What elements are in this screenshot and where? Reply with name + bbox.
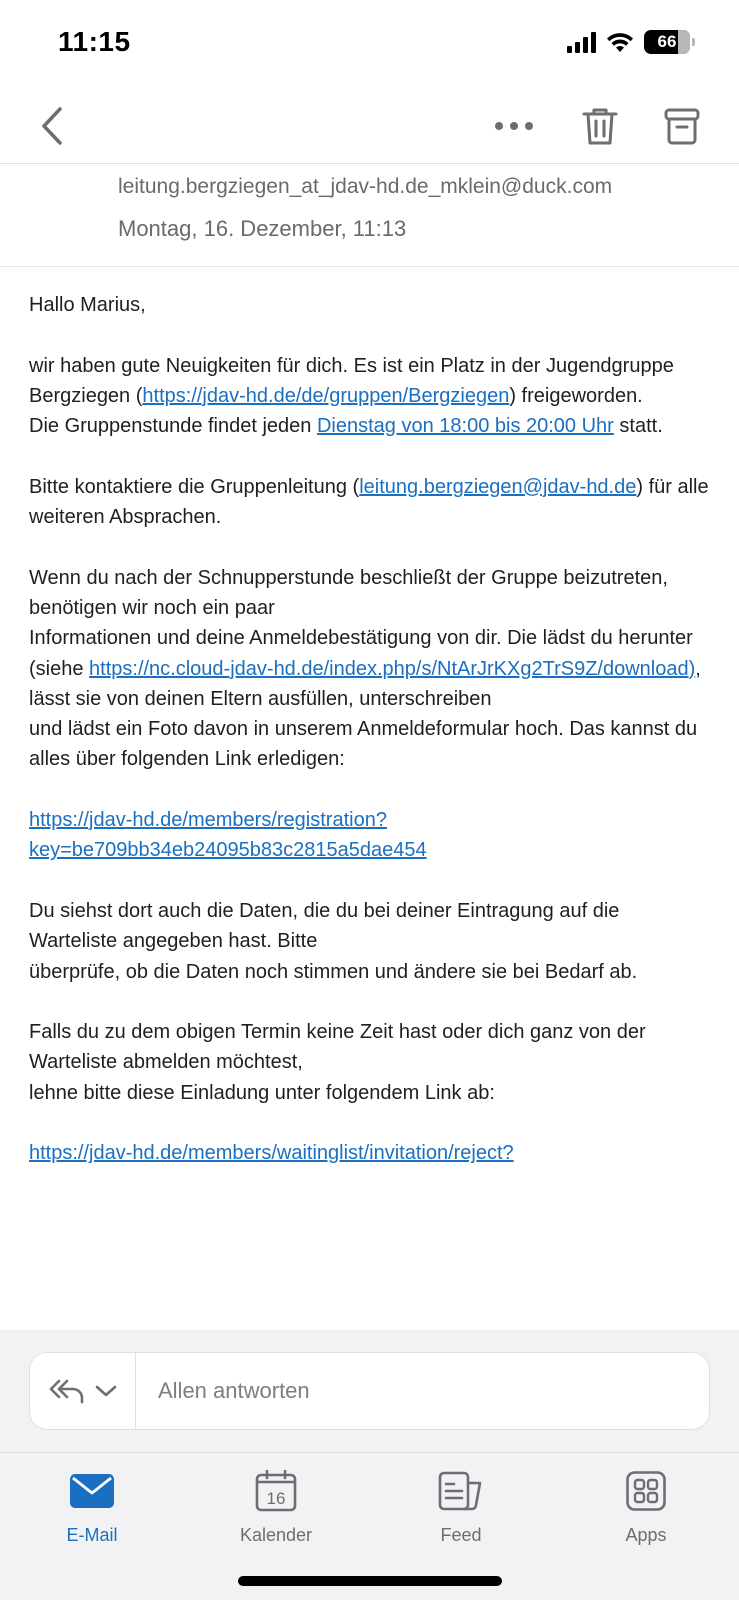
tab-label: E-Mail: [66, 1525, 118, 1545]
back-button[interactable]: [26, 100, 78, 152]
paragraph: lehne bitte diese Einladung unter folgendem Link ab:: [29, 1081, 495, 1104]
battery-icon: [644, 30, 690, 54]
calendar-icon: [255, 1470, 297, 1512]
delete-button[interactable]: [574, 100, 626, 152]
group-link[interactable]: https://jdav-hd.de/de/gruppen/Bergziegen: [142, 384, 510, 407]
paragraph: Du siehst dort auch die Daten, die du bei deiner Eintragung auf die Warteliste angegeben hast. Bitte: [29, 899, 620, 953]
apps-icon: [626, 1471, 666, 1511]
home-indicator[interactable]: [238, 1576, 502, 1586]
tab-label: Apps: [625, 1525, 667, 1545]
tab-apps[interactable]: [581, 1467, 711, 1557]
paragraph: Wenn du nach der Schnupperstunde beschließt der Gruppe beizutreten, benötigen wir noch ein paar: [29, 566, 668, 619]
reply-mode-button[interactable]: [30, 1353, 136, 1429]
paragraph: [29, 654, 709, 715]
archive-icon: [664, 107, 700, 145]
feed-icon: [438, 1471, 484, 1511]
schedule-link[interactable]: Dienstag von 18:00 bis 20:00 Uhr: [316, 415, 614, 438]
tab-feed[interactable]: [396, 1467, 526, 1557]
tab-calendar[interactable]: [211, 1467, 341, 1557]
paragraph: Informationen und deine Anmeldebestätigung von dir. Die lädst du herunter: [29, 627, 693, 650]
tab-email[interactable]: [27, 1467, 157, 1557]
status-icons: [567, 30, 695, 54]
text: Die Gruppenstunde findet jeden: [29, 415, 317, 438]
chevron-left-icon: [38, 106, 66, 146]
recipient-address: leitung.bergziegen_at_jdav-hd.de_mklein@duck.com: [118, 175, 613, 198]
text: Bitte kontaktiere die Gruppenleitung (: [29, 475, 360, 498]
battery-tip: [692, 38, 695, 46]
wifi-icon: [606, 31, 634, 53]
paragraph: [29, 472, 709, 533]
more-icon: [494, 121, 534, 131]
text: ) freigeworden.: [509, 384, 643, 407]
reply-bar: [0, 1330, 739, 1452]
text: (siehe: [29, 657, 90, 680]
message-body: [29, 290, 709, 1330]
trash-icon: [582, 106, 618, 146]
reply-box: [29, 1352, 710, 1430]
tab-label: Feed: [440, 1525, 482, 1545]
text: ) für alle weiteren Absprachen.: [29, 475, 709, 529]
paragraph: [29, 351, 709, 412]
cellular-signal-icon: [567, 31, 596, 53]
chevron-down-icon: [95, 1384, 117, 1398]
text: , lässt sie von deinen Eltern ausfüllen, unterschreiben: [29, 657, 701, 710]
archive-button[interactable]: [656, 100, 708, 152]
reply-input[interactable]: [136, 1353, 709, 1429]
message-toolbar: [0, 90, 739, 164]
paragraph: Falls du zu dem obigen Termin keine Zeit hast oder dich ganz von der Warteliste abmelden möchtest,: [29, 1021, 646, 1074]
mail-icon: [70, 1474, 114, 1508]
message-date: Montag, 16. Dezember, 11:13: [118, 216, 407, 241]
email-link[interactable]: leitung.bergziegen@jdav-hd.de: [359, 475, 637, 498]
text: statt.: [613, 415, 663, 438]
text: wir haben gute Neuigkeiten für dich. Es ist ein Platz in der Jugendgruppe Bergziegen (: [29, 354, 674, 407]
download-link[interactable]: https://nc.cloud-jdav-hd.de/index.php/s/NtArJrKXg2TrS9Z/download): [89, 657, 696, 680]
registration-link[interactable]: https://jdav-hd.de/members/registration?key=be709bb34eb24095b83c2815a5dae454: [29, 809, 427, 862]
paragraph: und lädst ein Foto davon in unserem Anmeldeformular hoch. Das kannst du alles über folgenden Link erledigen:: [29, 718, 698, 771]
status-bar: [0, 0, 739, 90]
tab-label: Kalender: [239, 1525, 313, 1545]
more-options-button[interactable]: [488, 100, 540, 152]
battery-level: 66: [657, 32, 677, 51]
reject-link[interactable]: https://jdav-hd.de/members/waitinglist/invitation/reject?: [29, 1142, 514, 1165]
message-header: [0, 165, 739, 267]
calendar-day: 16: [266, 1489, 286, 1508]
status-time: 11:15: [58, 26, 131, 57]
paragraph: [29, 805, 709, 866]
paragraph: [29, 1138, 709, 1168]
paragraph: [29, 411, 709, 441]
reply-all-icon: [49, 1378, 85, 1404]
greeting: Hallo Marius,: [29, 294, 146, 316]
paragraph: überprüfe, ob die Daten noch stimmen und ändere sie bei Bedarf ab.: [29, 960, 638, 983]
